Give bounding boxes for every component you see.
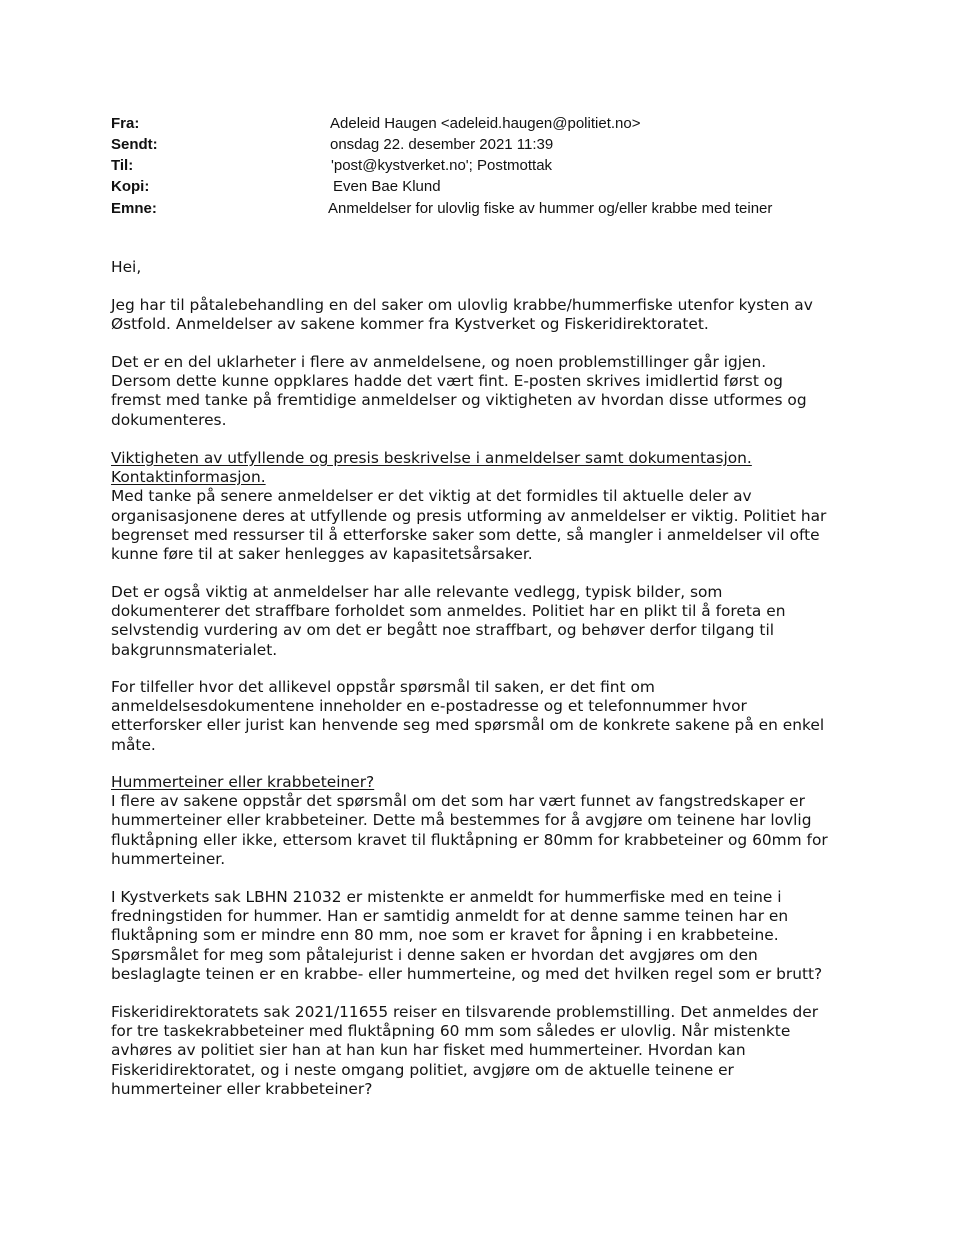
- text-line: fluktåpning som er mindre enn 80 mm, noe som er kravet for åpning i en krabbeteine.: [111, 926, 779, 945]
- text-line: dokumenteres.: [111, 410, 227, 429]
- text-line: dokumenterer det straffbare forholdet som anmeldes. Politiet har en plikt til å foreta en: [111, 602, 786, 621]
- paragraph-case-kystverket: [111, 888, 856, 984]
- to-value: 'post@kystverket.no'; Postmottak: [331, 157, 553, 174]
- paragraph-case-fiskeridirektoratet: [111, 1003, 856, 1099]
- section-heading-pot-types: Hummerteiner eller krabbeteiner?: [111, 773, 375, 791]
- text-line: måte.: [111, 735, 156, 754]
- cc-label: Kopi:: [111, 178, 150, 195]
- text-line: Dersom dette kunne oppklares hadde det vært fint. E-posten skrives imidlertid først og: [111, 372, 783, 391]
- from-label: Fra:: [111, 115, 140, 132]
- section-pot-types: [111, 773, 856, 869]
- subject-value: Anmeldelser for ulovlig fiske av hummer og/eller krabbe med teiner: [328, 200, 773, 217]
- text-line: anmeldelsesdokumentene inneholder en e-postadresse og et telefonnummer hvor: [111, 697, 747, 716]
- subject-label: Emne:: [111, 200, 157, 217]
- text-line: beslaglagte teinen er en krabbe- eller hummerteine, og med det hvilken regel som er brutt?: [111, 964, 823, 983]
- text-line: avhøres av politiet sier han at han kun har fisket med hummerteiner. Hvordan kan: [111, 1041, 746, 1060]
- sent-value: onsdag 22. desember 2021 11:39: [330, 136, 554, 153]
- email-body: [111, 258, 856, 277]
- text-line: etterforsker eller jurist kan henvende seg med spørsmål om de konkrete sakene på en enkel: [111, 716, 825, 735]
- text-line: organisasjonene deres at utfyllende og presis utforming av anmeldelser er viktig. Politiet har: [111, 506, 827, 525]
- text-line: Det er også viktig at anmeldelser har alle relevante vedlegg, typisk bilder, som: [111, 583, 723, 601]
- section-heading-documentation: Viktigheten av utfyllende og presis beskrivelse i anmeldelser samt dokumentasjon.: [111, 449, 752, 467]
- text-line: hummerteiner eller krabbeteiner. Dette må bestemmes for å avgjøre om teinene har lovlig: [111, 811, 812, 830]
- text-line: fremst med tanke på fremtidige anmeldelser og viktigheten av hvordan disse utformes og: [111, 391, 807, 410]
- text-line: Østfold. Anmeldelser av sakene kommer fra Kystverket og Fiskeridirektoratet.: [111, 315, 709, 334]
- text-line: fredningstiden for hummer. Han er samtidig anmeldt for at denne samme teinen har en: [111, 907, 789, 926]
- paragraph-intro: [111, 296, 856, 334]
- greeting: Hei,: [111, 258, 142, 276]
- text-line: Fiskeridirektoratet, og i neste omgang politiet, avgjøre om de aktuelle teinene er: [111, 1060, 734, 1079]
- text-line: Jeg har til påtalebehandling en del saker om ulovlig krabbe/hummerfiske utenfor kysten av: [111, 296, 813, 314]
- text-line: I Kystverkets sak LBHN 21032 er mistenkte er anmeldt for hummerfiske med en teine i: [111, 888, 782, 906]
- text-line: Fiskeridirektoratets sak 2021/11655 reiser en tilsvarende problemstilling. Det anmeldes der: [111, 1003, 819, 1021]
- text-line: kunne føre til at saker henlegges av kapasitetsårsaker.: [111, 545, 533, 564]
- from-value: Adeleid Haugen <adeleid.haugen@politiet.no>: [330, 115, 641, 132]
- sent-label: Sendt:: [111, 136, 158, 153]
- text-line: hummerteiner eller krabbeteiner?: [111, 1079, 373, 1098]
- text-line: Det er en del uklarheter i flere av anmeldelsene, og noen problemstillinger går igjen.: [111, 353, 767, 371]
- text-line: selvstendig vurdering av om det er begått noe straffbart, og behøver derfor tilgang til: [111, 621, 775, 640]
- text-line: Med tanke på senere anmeldelser er det viktig at det formidles til aktuelle deler av: [111, 487, 752, 506]
- to-label: Til:: [111, 157, 134, 174]
- cc-value: Even Bae Klund: [333, 178, 441, 195]
- paragraph-unclarities: [111, 353, 856, 430]
- text-line: fluktåpning eller ikke, ettersom kravet til fluktåpning er 80mm for krabbeteiner og 60mm for: [111, 830, 828, 849]
- text-line: bakgrunnsmaterialet.: [111, 640, 278, 659]
- section-heading-contact: Kontaktinformasjon.: [111, 468, 266, 487]
- text-line: hummerteiner.: [111, 849, 226, 868]
- text-line: I flere av sakene oppstår det spørsmål om det som har vært funnet av fangstredskaper er: [111, 792, 805, 811]
- paragraph-contact: [111, 678, 856, 755]
- text-line: For tilfeller hvor det allikevel oppstår spørsmål til saken, er det fint om: [111, 678, 655, 696]
- text-line: Spørsmålet for meg som påtalejurist i denne saken er hvordan det avgjøres om den: [111, 945, 758, 964]
- section-documentation: [111, 449, 856, 564]
- paragraph-attachments: [111, 583, 856, 660]
- text-line: begrenset med ressurser til å etterforske saker som dette, så mangler i anmeldelser vil ofte: [111, 525, 820, 544]
- text-line: for tre taskekrabbeteiner med fluktåpning 60 mm som således er ulovlig. Når mistenkte: [111, 1022, 791, 1041]
